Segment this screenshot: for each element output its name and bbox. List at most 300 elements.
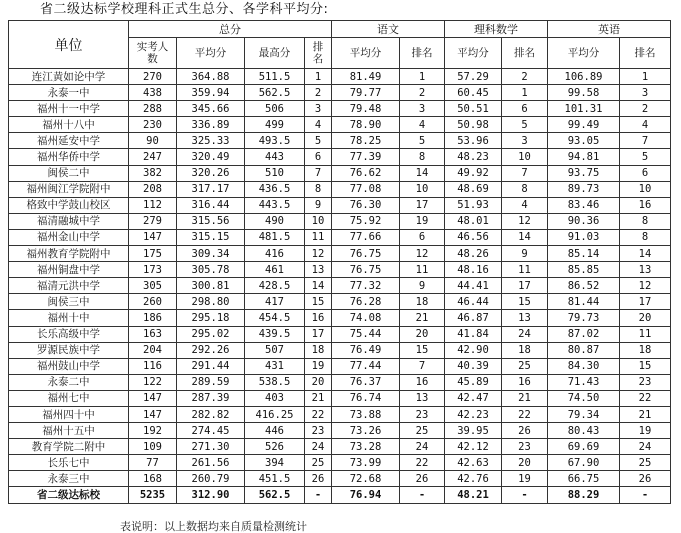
examinees-cell: 438	[129, 85, 177, 101]
table-row	[9, 262, 671, 278]
total-rank-cell: 25	[305, 455, 332, 471]
english-avg-cell: 66.75	[548, 471, 620, 487]
total-avg-cell: 316.44	[177, 197, 245, 213]
chinese-avg-cell: 77.32	[332, 278, 400, 294]
english-avg-cell: 67.90	[548, 455, 620, 471]
chinese-avg-cell: 76.30	[332, 197, 400, 213]
school-name-cell: 长乐高级中学	[9, 326, 129, 342]
english-avg-cell: 83.46	[548, 197, 620, 213]
table-row	[9, 326, 671, 342]
total-school-name-cell: 省二级达标校	[9, 487, 129, 503]
chinese-avg-cell: 73.88	[332, 406, 400, 422]
total-max-cell: 454.5	[245, 310, 305, 326]
total-avg-cell: 359.94	[177, 85, 245, 101]
chinese-avg-cell: 76.49	[332, 342, 400, 358]
table-row	[9, 229, 671, 245]
math-avg-cell: 50.98	[445, 117, 502, 133]
total-rank-cell: 18	[305, 342, 332, 358]
english-rank-cell: 21	[620, 406, 671, 422]
total-max-cell: 481.5	[245, 229, 305, 245]
school-name-cell: 福州七中	[9, 390, 129, 406]
total-avg-cell: 317.17	[177, 181, 245, 197]
chinese-avg-cell: 75.92	[332, 213, 400, 229]
total-max-cell: 507	[245, 342, 305, 358]
chinese-avg-cell: 79.77	[332, 85, 400, 101]
header-total-rank: 排名	[305, 38, 332, 69]
total-chinese-rank-cell: -	[400, 487, 445, 503]
header-total-group: 总分	[129, 21, 332, 38]
math-avg-cell: 42.47	[445, 390, 502, 406]
examinees-cell: 90	[129, 133, 177, 149]
table-row	[9, 165, 671, 181]
total-rank-cell: 9	[305, 197, 332, 213]
total-avg-cell: 315.56	[177, 213, 245, 229]
math-rank-cell: 23	[502, 439, 548, 455]
english-rank-cell: 14	[620, 246, 671, 262]
total-avg-cell: 320.49	[177, 149, 245, 165]
total-max-cell: 562.5	[245, 85, 305, 101]
math-rank-cell: 7	[502, 165, 548, 181]
total-max-cell: 451.5	[245, 471, 305, 487]
math-rank-cell: 1	[502, 85, 548, 101]
school-name-cell: 永泰三中	[9, 471, 129, 487]
examinees-cell: 208	[129, 181, 177, 197]
english-avg-cell: 71.43	[548, 374, 620, 390]
math-avg-cell: 42.63	[445, 455, 502, 471]
school-name-cell: 福清融城中学	[9, 213, 129, 229]
total-max-cell: 428.5	[245, 278, 305, 294]
chinese-rank-cell: 24	[400, 439, 445, 455]
school-name-cell: 福州十中	[9, 310, 129, 326]
examinees-cell: 270	[129, 69, 177, 85]
english-rank-cell: 3	[620, 85, 671, 101]
total-rank-cell: 21	[305, 390, 332, 406]
total-rank-cell: 14	[305, 278, 332, 294]
chinese-rank-cell: 16	[400, 374, 445, 390]
total-rank-cell: 2	[305, 85, 332, 101]
total-max-cell: 490	[245, 213, 305, 229]
chinese-rank-cell: 7	[400, 358, 445, 374]
table-row	[9, 439, 671, 455]
english-rank-cell: 23	[620, 374, 671, 390]
total-max-cell: 394	[245, 455, 305, 471]
math-rank-cell: 4	[502, 197, 548, 213]
table-row	[9, 423, 671, 439]
total-avg-cell: 291.44	[177, 358, 245, 374]
chinese-avg-cell: 79.48	[332, 101, 400, 117]
english-rank-cell: 13	[620, 262, 671, 278]
math-rank-cell: 15	[502, 294, 548, 310]
total-avg-cell: 289.59	[177, 374, 245, 390]
cut-off-footnote: 表说明：以上数据均来自质量检测统计	[120, 520, 307, 533]
total-rank-cell: 22	[305, 406, 332, 422]
table-row	[9, 181, 671, 197]
chinese-rank-cell: 17	[400, 197, 445, 213]
school-name-cell: 福州教育学院附中	[9, 246, 129, 262]
english-avg-cell: 93.75	[548, 165, 620, 181]
math-rank-cell: 6	[502, 101, 548, 117]
chinese-rank-cell: 2	[400, 85, 445, 101]
math-avg-cell: 42.23	[445, 406, 502, 422]
english-avg-cell: 99.49	[548, 117, 620, 133]
table-row	[9, 149, 671, 165]
examinees-cell: 109	[129, 439, 177, 455]
table-row	[9, 213, 671, 229]
english-rank-cell: 12	[620, 278, 671, 294]
english-rank-cell: 6	[620, 165, 671, 181]
total-avg-cell: 300.81	[177, 278, 245, 294]
examinees-cell: 147	[129, 390, 177, 406]
total-rank-cell: 12	[305, 246, 332, 262]
total-avg-cell: 336.89	[177, 117, 245, 133]
english-avg-cell: 69.69	[548, 439, 620, 455]
english-avg-cell: 87.02	[548, 326, 620, 342]
total-max-cell: 443	[245, 149, 305, 165]
english-avg-cell: 99.58	[548, 85, 620, 101]
chinese-rank-cell: 3	[400, 101, 445, 117]
chinese-avg-cell: 73.26	[332, 423, 400, 439]
english-rank-cell: 17	[620, 294, 671, 310]
chinese-rank-cell: 1	[400, 69, 445, 85]
total-rank-cell: 6	[305, 149, 332, 165]
examinees-cell: 147	[129, 229, 177, 245]
math-rank-cell: 16	[502, 374, 548, 390]
chinese-avg-cell: 73.28	[332, 439, 400, 455]
english-rank-cell: 15	[620, 358, 671, 374]
total-math-avg-cell: 48.21	[445, 487, 502, 503]
chinese-avg-cell: 81.49	[332, 69, 400, 85]
table-row	[9, 133, 671, 149]
math-rank-cell: 2	[502, 69, 548, 85]
math-rank-cell: 11	[502, 262, 548, 278]
total-rank-cell: 19	[305, 358, 332, 374]
table-row	[9, 455, 671, 471]
math-avg-cell: 40.39	[445, 358, 502, 374]
school-name-cell: 福州鼓山中学	[9, 358, 129, 374]
math-avg-cell: 46.44	[445, 294, 502, 310]
examinees-cell: 147	[129, 406, 177, 422]
math-rank-cell: 21	[502, 390, 548, 406]
chinese-avg-cell: 76.74	[332, 390, 400, 406]
examinees-cell: 186	[129, 310, 177, 326]
math-rank-cell: 18	[502, 342, 548, 358]
school-name-cell: 福州华侨中学	[9, 149, 129, 165]
chinese-rank-cell: 22	[400, 455, 445, 471]
chinese-rank-cell: 6	[400, 229, 445, 245]
examinees-cell: 230	[129, 117, 177, 133]
table-row	[9, 278, 671, 294]
table-row	[9, 294, 671, 310]
total-english-avg-cell: 88.29	[548, 487, 620, 503]
chinese-rank-cell: 10	[400, 181, 445, 197]
english-avg-cell: 90.36	[548, 213, 620, 229]
total-rank-cell: 7	[305, 165, 332, 181]
table-caption: 省二级达标学校理科正式生总分、各学科平均分:	[40, 2, 329, 17]
header-chinese-rank: 排名	[400, 38, 445, 69]
chinese-avg-cell: 77.44	[332, 358, 400, 374]
school-name-cell: 福清元洪中学	[9, 278, 129, 294]
english-avg-cell: 85.14	[548, 246, 620, 262]
chinese-rank-cell: 25	[400, 423, 445, 439]
school-name-cell: 罗源民族中学	[9, 342, 129, 358]
math-avg-cell: 46.87	[445, 310, 502, 326]
math-rank-cell: 3	[502, 133, 548, 149]
english-rank-cell: 24	[620, 439, 671, 455]
english-avg-cell: 79.34	[548, 406, 620, 422]
chinese-avg-cell: 75.44	[332, 326, 400, 342]
total-rank-cell: 15	[305, 294, 332, 310]
total-rank-cell: 10	[305, 213, 332, 229]
total-avg-cell: 325.33	[177, 133, 245, 149]
total-max-cell: 446	[245, 423, 305, 439]
table-row	[9, 69, 671, 85]
chinese-rank-cell: 20	[400, 326, 445, 342]
total-examinees-cell: 5235	[129, 487, 177, 503]
examinees-cell: 279	[129, 213, 177, 229]
header-english-group: 英语	[548, 21, 671, 38]
header-examinees: 实考人数	[129, 38, 177, 69]
total-rank-cell: 24	[305, 439, 332, 455]
chinese-avg-cell: 77.66	[332, 229, 400, 245]
chinese-avg-cell: 76.75	[332, 246, 400, 262]
school-name-cell: 福州铜盘中学	[9, 262, 129, 278]
english-avg-cell: 89.73	[548, 181, 620, 197]
total-avg-cell: 271.30	[177, 439, 245, 455]
english-avg-cell: 93.05	[548, 133, 620, 149]
english-rank-cell: 26	[620, 471, 671, 487]
english-rank-cell: 7	[620, 133, 671, 149]
total-max-cell: 499	[245, 117, 305, 133]
english-rank-cell: 19	[620, 423, 671, 439]
chinese-avg-cell: 76.37	[332, 374, 400, 390]
math-avg-cell: 42.90	[445, 342, 502, 358]
examinees-cell: 260	[129, 294, 177, 310]
math-rank-cell: 20	[502, 455, 548, 471]
table-row	[9, 390, 671, 406]
english-rank-cell: 18	[620, 342, 671, 358]
english-rank-cell: 11	[620, 326, 671, 342]
total-max-cell: 443.5	[245, 197, 305, 213]
english-avg-cell: 80.87	[548, 342, 620, 358]
header-english-rank: 排名	[620, 38, 671, 69]
math-avg-cell: 41.84	[445, 326, 502, 342]
chinese-avg-cell: 78.25	[332, 133, 400, 149]
total-total-max-cell: 562.5	[245, 487, 305, 503]
chinese-avg-cell: 76.28	[332, 294, 400, 310]
math-avg-cell: 51.93	[445, 197, 502, 213]
english-rank-cell: 16	[620, 197, 671, 213]
chinese-rank-cell: 8	[400, 149, 445, 165]
total-max-cell: 538.5	[245, 374, 305, 390]
examinees-cell: 173	[129, 262, 177, 278]
math-rank-cell: 25	[502, 358, 548, 374]
total-max-cell: 506	[245, 101, 305, 117]
total-max-cell: 431	[245, 358, 305, 374]
chinese-rank-cell: 4	[400, 117, 445, 133]
examinees-cell: 175	[129, 246, 177, 262]
english-rank-cell: 22	[620, 390, 671, 406]
english-rank-cell: 5	[620, 149, 671, 165]
chinese-avg-cell: 77.39	[332, 149, 400, 165]
total-math-rank-cell: -	[502, 487, 548, 503]
examinees-cell: 163	[129, 326, 177, 342]
total-max-cell: 526	[245, 439, 305, 455]
math-avg-cell: 48.26	[445, 246, 502, 262]
total-max-cell: 416	[245, 246, 305, 262]
header-total-max: 最高分	[245, 38, 305, 69]
english-avg-cell: 94.81	[548, 149, 620, 165]
total-avg-cell: 305.78	[177, 262, 245, 278]
total-rank-cell: 4	[305, 117, 332, 133]
math-rank-cell: 26	[502, 423, 548, 439]
chinese-rank-cell: 26	[400, 471, 445, 487]
math-rank-cell: 9	[502, 246, 548, 262]
school-name-cell: 福州闽江学院附中	[9, 181, 129, 197]
math-avg-cell: 57.29	[445, 69, 502, 85]
english-rank-cell: 8	[620, 229, 671, 245]
chinese-avg-cell: 76.75	[332, 262, 400, 278]
table-row	[9, 101, 671, 117]
math-rank-cell: 10	[502, 149, 548, 165]
chinese-avg-cell: 73.99	[332, 455, 400, 471]
score-table	[8, 20, 671, 504]
english-rank-cell: 20	[620, 310, 671, 326]
english-avg-cell: 81.44	[548, 294, 620, 310]
total-rank-cell: 8	[305, 181, 332, 197]
math-avg-cell: 53.96	[445, 133, 502, 149]
english-avg-cell: 74.50	[548, 390, 620, 406]
total-max-cell: 403	[245, 390, 305, 406]
header-chinese-avg: 平均分	[332, 38, 400, 69]
header-math-rank: 排名	[502, 38, 548, 69]
total-avg-cell: 345.66	[177, 101, 245, 117]
english-rank-cell: 8	[620, 213, 671, 229]
school-name-cell: 福州金山中学	[9, 229, 129, 245]
total-rank-cell: 20	[305, 374, 332, 390]
table-row	[9, 310, 671, 326]
english-avg-cell: 101.31	[548, 101, 620, 117]
total-max-cell: 416.25	[245, 406, 305, 422]
total-rank-cell: 23	[305, 423, 332, 439]
total-rank-cell: 16	[305, 310, 332, 326]
chinese-rank-cell: 14	[400, 165, 445, 181]
english-avg-cell: 106.89	[548, 69, 620, 85]
english-avg-cell: 79.73	[548, 310, 620, 326]
total-row	[9, 487, 671, 503]
table-row	[9, 117, 671, 133]
total-total-rank-cell: -	[305, 487, 332, 503]
chinese-rank-cell: 12	[400, 246, 445, 262]
header-math-group: 理科数学	[445, 21, 548, 38]
examinees-cell: 247	[129, 149, 177, 165]
english-avg-cell: 86.52	[548, 278, 620, 294]
english-avg-cell: 80.43	[548, 423, 620, 439]
chinese-avg-cell: 77.08	[332, 181, 400, 197]
total-rank-cell: 26	[305, 471, 332, 487]
math-avg-cell: 45.89	[445, 374, 502, 390]
math-rank-cell: 24	[502, 326, 548, 342]
math-avg-cell: 42.76	[445, 471, 502, 487]
total-total-avg-cell: 312.90	[177, 487, 245, 503]
total-avg-cell: 309.34	[177, 246, 245, 262]
math-rank-cell: 12	[502, 213, 548, 229]
header-english-avg: 平均分	[548, 38, 620, 69]
total-english-rank-cell: -	[620, 487, 671, 503]
math-avg-cell: 50.51	[445, 101, 502, 117]
school-name-cell: 福州延安中学	[9, 133, 129, 149]
school-name-cell: 福州十五中	[9, 423, 129, 439]
english-rank-cell: 10	[620, 181, 671, 197]
table-row	[9, 471, 671, 487]
english-avg-cell: 91.03	[548, 229, 620, 245]
school-name-cell: 福州四十中	[9, 406, 129, 422]
chinese-rank-cell: 23	[400, 406, 445, 422]
math-rank-cell: 19	[502, 471, 548, 487]
total-rank-cell: 13	[305, 262, 332, 278]
math-avg-cell: 48.01	[445, 213, 502, 229]
total-max-cell: 436.5	[245, 181, 305, 197]
total-avg-cell: 295.02	[177, 326, 245, 342]
header-unit: 单位	[9, 21, 129, 69]
total-max-cell: 417	[245, 294, 305, 310]
math-rank-cell: 17	[502, 278, 548, 294]
school-name-cell: 永泰一中	[9, 85, 129, 101]
table-row	[9, 342, 671, 358]
chinese-avg-cell: 78.90	[332, 117, 400, 133]
total-avg-cell: 320.26	[177, 165, 245, 181]
english-avg-cell: 85.85	[548, 262, 620, 278]
math-rank-cell: 8	[502, 181, 548, 197]
examinees-cell: 204	[129, 342, 177, 358]
school-name-cell: 闽侯二中	[9, 165, 129, 181]
total-avg-cell: 295.18	[177, 310, 245, 326]
total-avg-cell: 287.39	[177, 390, 245, 406]
total-avg-cell: 298.80	[177, 294, 245, 310]
total-rank-cell: 3	[305, 101, 332, 117]
header-math-avg: 平均分	[445, 38, 502, 69]
english-rank-cell: 4	[620, 117, 671, 133]
total-rank-cell: 1	[305, 69, 332, 85]
school-name-cell: 格致中学鼓山校区	[9, 197, 129, 213]
math-avg-cell: 44.41	[445, 278, 502, 294]
table-row	[9, 358, 671, 374]
table-row	[9, 406, 671, 422]
math-avg-cell: 48.69	[445, 181, 502, 197]
school-name-cell: 闽侯三中	[9, 294, 129, 310]
math-rank-cell: 22	[502, 406, 548, 422]
examinees-cell: 305	[129, 278, 177, 294]
chinese-rank-cell: 5	[400, 133, 445, 149]
school-name-cell: 永泰二中	[9, 374, 129, 390]
math-avg-cell: 39.95	[445, 423, 502, 439]
examinees-cell: 192	[129, 423, 177, 439]
total-avg-cell: 292.26	[177, 342, 245, 358]
table-row	[9, 246, 671, 262]
table-row	[9, 197, 671, 213]
math-avg-cell: 49.92	[445, 165, 502, 181]
total-max-cell: 493.5	[245, 133, 305, 149]
chinese-avg-cell: 72.68	[332, 471, 400, 487]
total-rank-cell: 11	[305, 229, 332, 245]
chinese-avg-cell: 76.62	[332, 165, 400, 181]
math-rank-cell: 14	[502, 229, 548, 245]
total-rank-cell: 17	[305, 326, 332, 342]
english-rank-cell: 25	[620, 455, 671, 471]
english-rank-cell: 1	[620, 69, 671, 85]
chinese-rank-cell: 21	[400, 310, 445, 326]
chinese-rank-cell: 9	[400, 278, 445, 294]
examinees-cell: 77	[129, 455, 177, 471]
